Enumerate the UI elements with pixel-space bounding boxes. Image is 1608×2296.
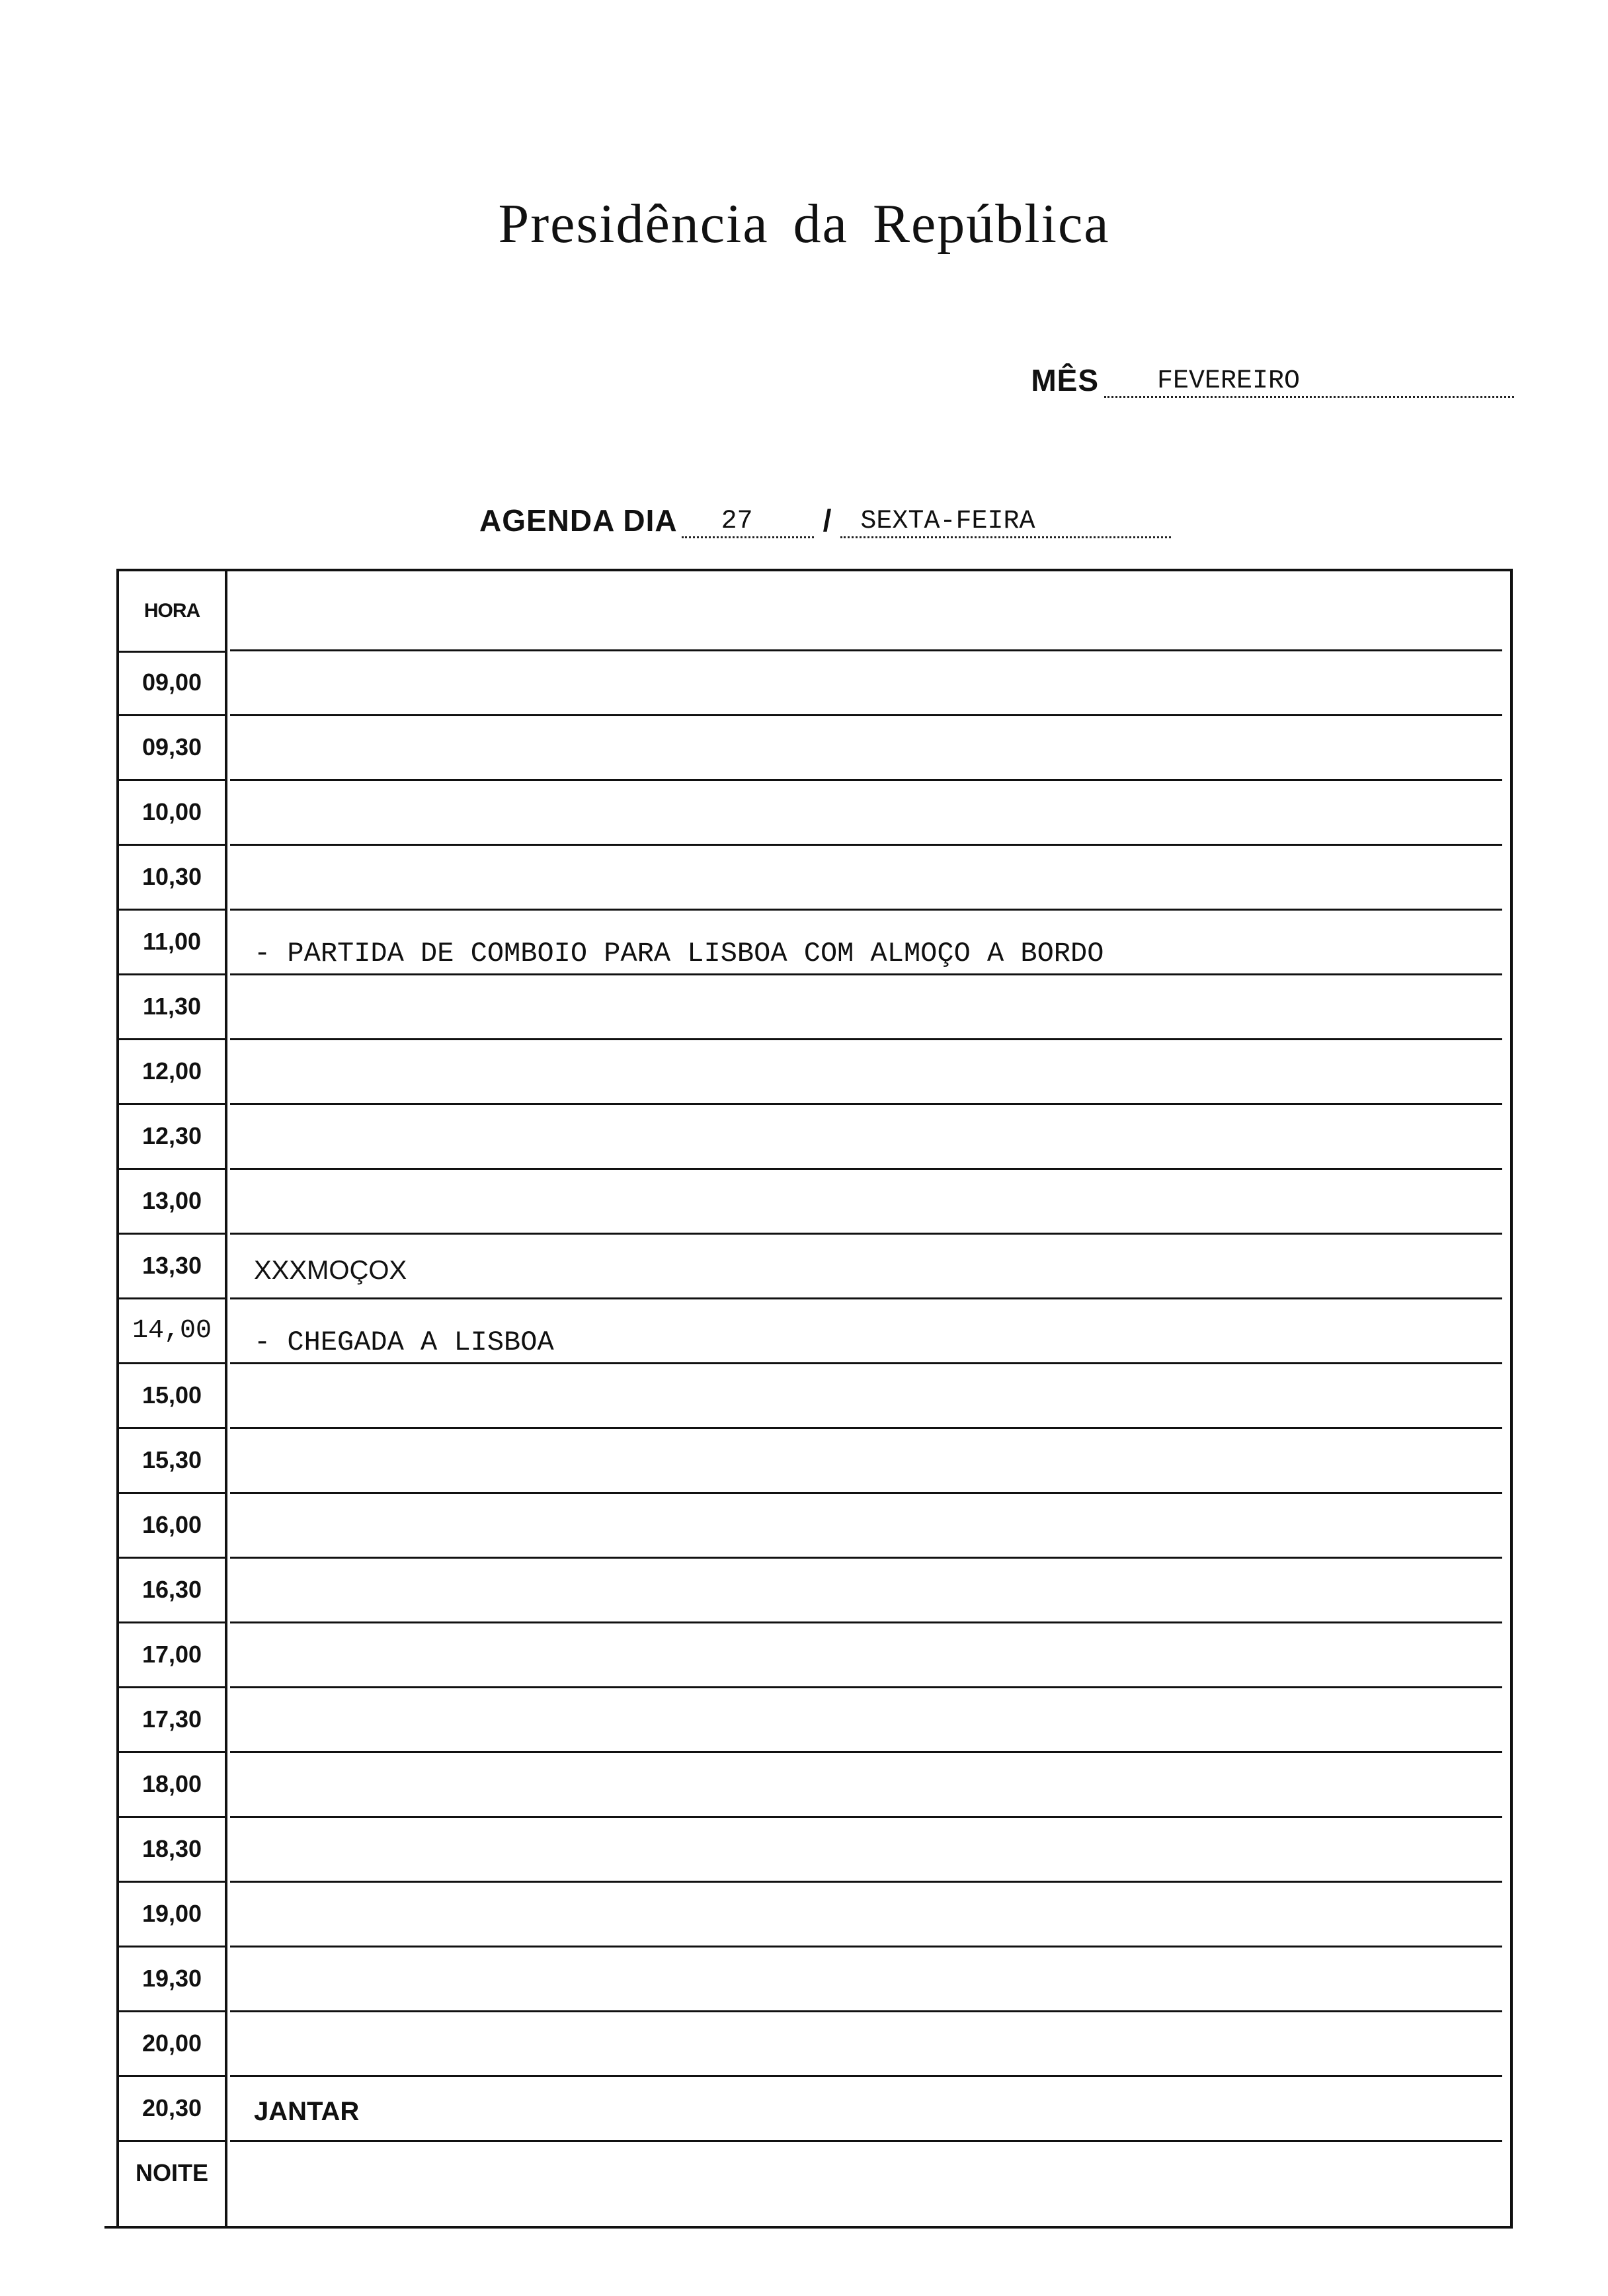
entry-text: XXXMOÇOX (254, 1256, 407, 1285)
table-row (119, 1688, 1508, 1752)
entry-cell (230, 910, 1502, 975)
table-row (119, 910, 1508, 975)
entry-cell (230, 1882, 1502, 1948)
entry-cell (230, 1040, 1502, 1105)
entry-cell (230, 2012, 1502, 2077)
entry-cell (230, 780, 1502, 846)
table-row (119, 2012, 1508, 2076)
entry-cell (230, 1947, 1502, 2012)
table-row (119, 780, 1508, 845)
agenda-day-field (479, 503, 1171, 538)
hour-cell: 09,00 (119, 651, 225, 716)
table-row (119, 1104, 1508, 1169)
hour-column-header: HORA (119, 571, 225, 653)
hour-cell: 09,30 (119, 716, 225, 781)
entry-cell (230, 1428, 1502, 1494)
entry-cell (230, 1299, 1502, 1364)
hour-cell: 13,00 (119, 1169, 225, 1235)
entry-cell (230, 1104, 1502, 1170)
table-row (119, 651, 1508, 716)
hour-cell: 20,00 (119, 2012, 225, 2077)
hour-cell: 17,00 (119, 1623, 225, 1688)
entry-cell (230, 651, 1502, 716)
month-label: MÊS (1031, 363, 1099, 397)
table-row (119, 1040, 1508, 1104)
table-row (119, 1364, 1508, 1428)
date-separator: / (823, 503, 832, 538)
entry-cell (230, 975, 1502, 1040)
entry-cell (230, 1169, 1502, 1235)
entry-cell (230, 2076, 1502, 2142)
hour-cell: 12,30 (119, 1104, 225, 1170)
table-row (119, 1493, 1508, 1558)
hour-cell: 15,00 (119, 1364, 225, 1429)
day-value: 27 (682, 507, 814, 538)
weekday-value: SEXTA-FEIRA (840, 507, 1171, 538)
month-field (1031, 362, 1514, 398)
hour-cell: 20,30 (119, 2076, 225, 2142)
table-row (119, 1299, 1508, 1364)
entry-cell (230, 2141, 1502, 2205)
table-row (119, 975, 1508, 1040)
entry-cell (230, 1493, 1502, 1559)
table-row (119, 1558, 1508, 1623)
table-header-row (119, 571, 1508, 636)
hour-cell: 12,00 (119, 1040, 225, 1105)
table-row (119, 1947, 1508, 2012)
page-title: Presidência da República (498, 193, 1110, 255)
hour-cell: 18,00 (119, 1752, 225, 1818)
hour-cell: 15,30 (119, 1428, 225, 1494)
table-right-border (1510, 569, 1513, 2229)
hour-cell: 11,30 (119, 975, 225, 1040)
hour-cell: 17,30 (119, 1688, 225, 1753)
table-row (119, 1234, 1508, 1299)
hour-cell: 11,00 (119, 910, 225, 975)
entry-cell (230, 1364, 1502, 1429)
hour-cell: 16,30 (119, 1558, 225, 1623)
table-row (119, 1428, 1508, 1493)
table-row (119, 2141, 1508, 2206)
entry-cell (230, 1234, 1502, 1299)
table-row (119, 1169, 1508, 1234)
hour-cell: 18,30 (119, 1817, 225, 1883)
table-row (119, 1752, 1508, 1817)
hour-cell: NOITE (135, 2159, 208, 2186)
entry-cell (230, 1623, 1502, 1688)
entry-text: - PARTIDA DE COMBOIO PARA LISBOA COM ALMOÇO A BORDO (254, 938, 1104, 969)
table-row (119, 1882, 1508, 1947)
hour-cell: 19,30 (119, 1947, 225, 2012)
entry-cell (230, 1688, 1502, 1753)
hour-cell: 19,00 (119, 1882, 225, 1948)
table-row (119, 716, 1508, 780)
table-row (119, 1817, 1508, 1882)
hour-cell: 16,00 (119, 1493, 225, 1559)
entry-text: - CHEGADA A LISBOA (254, 1327, 554, 1358)
entry-cell (230, 845, 1502, 911)
entry-cell (230, 1752, 1502, 1818)
entry-column-header (230, 571, 1502, 651)
entry-cell (230, 716, 1502, 781)
agenda-label: AGENDA DIA (479, 503, 678, 538)
month-value: FEVEREIRO (1104, 367, 1514, 398)
table-row (119, 2076, 1508, 2141)
entry-cell (230, 1558, 1502, 1623)
hour-cell: 10,00 (119, 780, 225, 846)
hour-cell: 14,00 (119, 1299, 225, 1364)
hour-cell: 13,30 (119, 1234, 225, 1299)
table-row (119, 1623, 1508, 1688)
agenda-table (104, 569, 1513, 2229)
table-row (119, 845, 1508, 910)
table-bottom-border (104, 2226, 1511, 2229)
entry-cell (230, 1817, 1502, 1883)
entry-text: JANTAR (254, 2097, 360, 2126)
hour-cell: 10,30 (119, 845, 225, 911)
